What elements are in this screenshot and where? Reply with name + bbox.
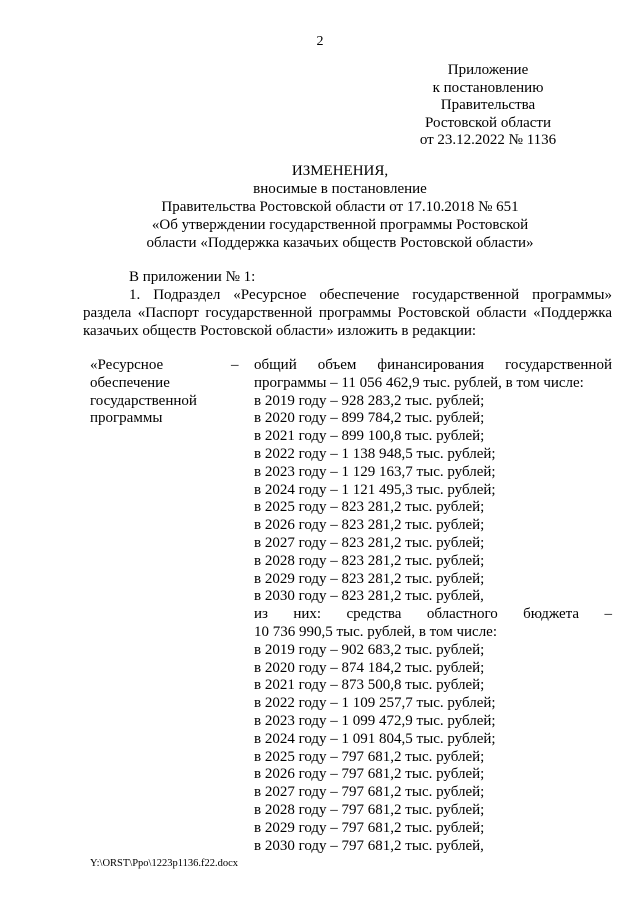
year-funding-line: в 2027 году – 823 281,2 тыс. рублей;	[254, 534, 485, 551]
word: государственной	[505, 357, 612, 373]
appendix-line: Ростовской области	[425, 114, 551, 131]
section-heading-line: программы	[90, 410, 163, 427]
section-heading	[90, 357, 230, 428]
total-funding-amount: программы – 11 056 462,9 тыс. рублей, в том числе:	[254, 374, 584, 391]
title-line: области «Поддержка казачьих обществ Ростовской области»	[146, 235, 534, 251]
title-line: «Об утверждении государственной программы Ростовской	[151, 217, 529, 233]
year-funding-line: в 2019 году – 902 683,2 тыс. рублей;	[254, 641, 485, 658]
word: них:	[293, 606, 322, 623]
year-funding-line: в 2020 году – 874 184,2 тыс. рублей;	[254, 659, 485, 676]
appendix-line: от 23.12.2022 № 1136	[419, 132, 557, 148]
title-line: вносимые в постановление	[253, 181, 427, 197]
appendix-line: Правительства	[440, 97, 536, 113]
year-funding-line: в 2028 году – 797 681,2 тыс. рублей;	[254, 801, 485, 818]
year-funding-line: в 2029 году – 823 281,2 тыс. рублей;	[254, 570, 485, 587]
total-funding-line	[254, 357, 612, 375]
word: объем	[317, 357, 357, 373]
year-funding-line: в 2030 году – 797 681,2 тыс. рублей,	[254, 837, 484, 854]
year-funding-line: в 2020 году – 899 784,2 тыс. рублей;	[254, 410, 485, 427]
section-heading-line: обеспечение	[90, 374, 170, 391]
page-number: 2	[316, 34, 324, 49]
year-funding-line: в 2026 году – 823 281,2 тыс. рублей;	[254, 517, 485, 534]
year-funding-line: в 2023 году – 1 129 163,7 тыс. рублей;	[254, 463, 496, 480]
funding-entries	[254, 357, 612, 855]
year-funding-line: в 2027 году – 797 681,2 тыс. рублей;	[254, 784, 485, 801]
regional-budget-amount: 10 736 990,5 тыс. рублей, в том числе:	[254, 623, 498, 640]
file-path-footer: Y:\ORST\Ppo\1223p1136.f22.docx	[90, 858, 238, 869]
year-funding-line: в 2024 году – 1 121 495,3 тыс. рублей;	[254, 481, 496, 498]
year-funding-line: в 2021 году – 873 500,8 тыс. рублей;	[254, 677, 485, 694]
word: финансирования	[377, 357, 485, 373]
year-funding-line: в 2030 году – 823 281,2 тыс. рублей,	[254, 588, 484, 605]
year-funding-line: в 2025 году – 823 281,2 тыс. рублей;	[254, 499, 485, 516]
appendix-line: Приложение	[447, 62, 529, 78]
appendix-line: к постановлению	[432, 79, 544, 96]
year-funding-line: в 2019 году – 928 283,2 тыс. рублей;	[254, 392, 485, 409]
appendix-block	[388, 62, 588, 150]
year-funding-line: в 2021 году – 899 100,8 тыс. рублей;	[254, 428, 485, 445]
year-funding-line: в 2026 году – 797 681,2 тыс. рублей;	[254, 766, 485, 783]
year-funding-line: в 2025 году – 797 681,2 тыс. рублей;	[254, 748, 485, 765]
document-title	[60, 162, 620, 252]
section-heading-line: «Ресурсное	[90, 357, 164, 373]
year-funding-line: в 2022 году – 1 109 257,7 тыс. рублей;	[254, 695, 496, 712]
heading-dash: –	[231, 357, 239, 373]
year-funding-line: в 2029 году – 797 681,2 тыс. рублей;	[254, 819, 485, 836]
title-line: Правительства Ростовской области от 17.10.2018 № 651	[161, 199, 519, 215]
year-funding-line: в 2024 году – 1 091 804,5 тыс. рублей;	[254, 730, 496, 747]
regional-budget-line	[254, 606, 612, 624]
year-funding-line: в 2023 году – 1 099 472,9 тыс. рублей;	[254, 712, 496, 729]
years-total-list	[254, 393, 612, 607]
item-1-paragraph: 1. Подраздел «Ресурсное обеспечение государственной программы» раздела «Паспорт государственной программы Ростовской области «Поддержка казачьих обществ Ростовской области» изложить в редакции:	[83, 287, 612, 339]
word: из	[254, 606, 268, 623]
word: средства	[346, 606, 402, 623]
intro-paragraph: В приложении № 1:	[129, 269, 256, 285]
title-line: ИЗМЕНЕНИЯ,	[291, 163, 389, 179]
word: общий	[254, 357, 297, 373]
word: бюджета	[523, 606, 580, 623]
years-regional-list	[254, 642, 612, 856]
word: –	[604, 606, 612, 623]
word: областного	[426, 606, 498, 623]
year-funding-line: в 2022 году – 1 138 948,5 тыс. рублей;	[254, 445, 496, 462]
year-funding-line: в 2028 году – 823 281,2 тыс. рублей;	[254, 552, 485, 569]
section-heading-line: государственной	[90, 392, 197, 409]
